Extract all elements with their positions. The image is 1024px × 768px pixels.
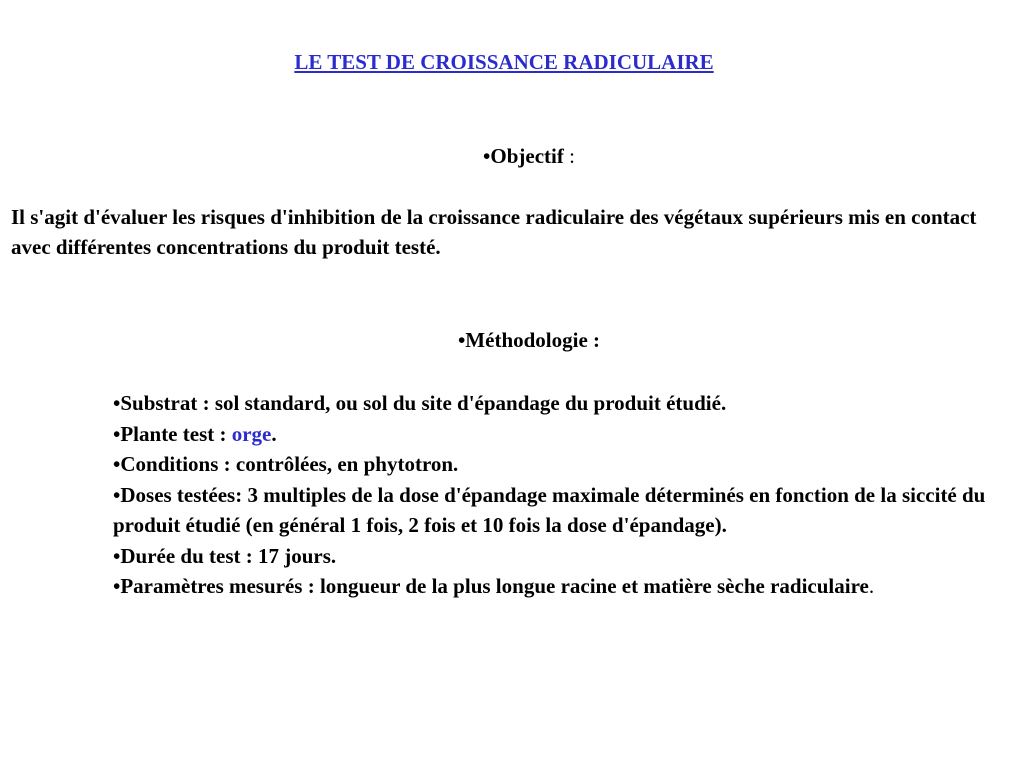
slide-title: LE TEST DE CROISSANCE RADICULAIRE [294,50,714,74]
parametres-text: •Paramètres mesurés : longueur de la plus longue racine et matière sèche radiculaire [113,574,869,598]
objectif-heading [0,142,1024,170]
list-item-duree: •Durée du test : 17 jours. [113,543,337,568]
objectif-colon: : [563,144,575,168]
list-item-parametres [113,571,1003,602]
plante-value: orge [231,421,272,446]
plante-label: •Plante test : [113,421,232,446]
list-item-doses: •Doses testées: 3 multiples de la dose d'épandage maximale déterminés en fonction de la siccité du produit étudié (en général 1 fois, 2 fois et 10 fois la dose d'épandage). [113,482,986,537]
objectif-bullet: • [483,144,491,168]
list-item-conditions: •Conditions : contrôlées, en phytotron. [113,452,459,476]
objectif-paragraph: Il s'agit d'évaluer les risques d'inhibition de la croissance radiculaire des végétaux supérieurs mis en contact avec différentes concentrations du produit testé. [11,205,977,259]
methodologie-heading: •Méthodologie : [457,328,601,352]
list-item-plante [113,419,1003,450]
plante-suffix: . [271,421,277,446]
methodologie-list [113,388,1003,602]
parametres-suffix: . [868,574,875,598]
objectif-heading-label: Objectif [490,144,564,168]
list-item-substrat: •Substrat : sol standard, ou sol du site d'épandage du produit étudié. [113,391,727,415]
